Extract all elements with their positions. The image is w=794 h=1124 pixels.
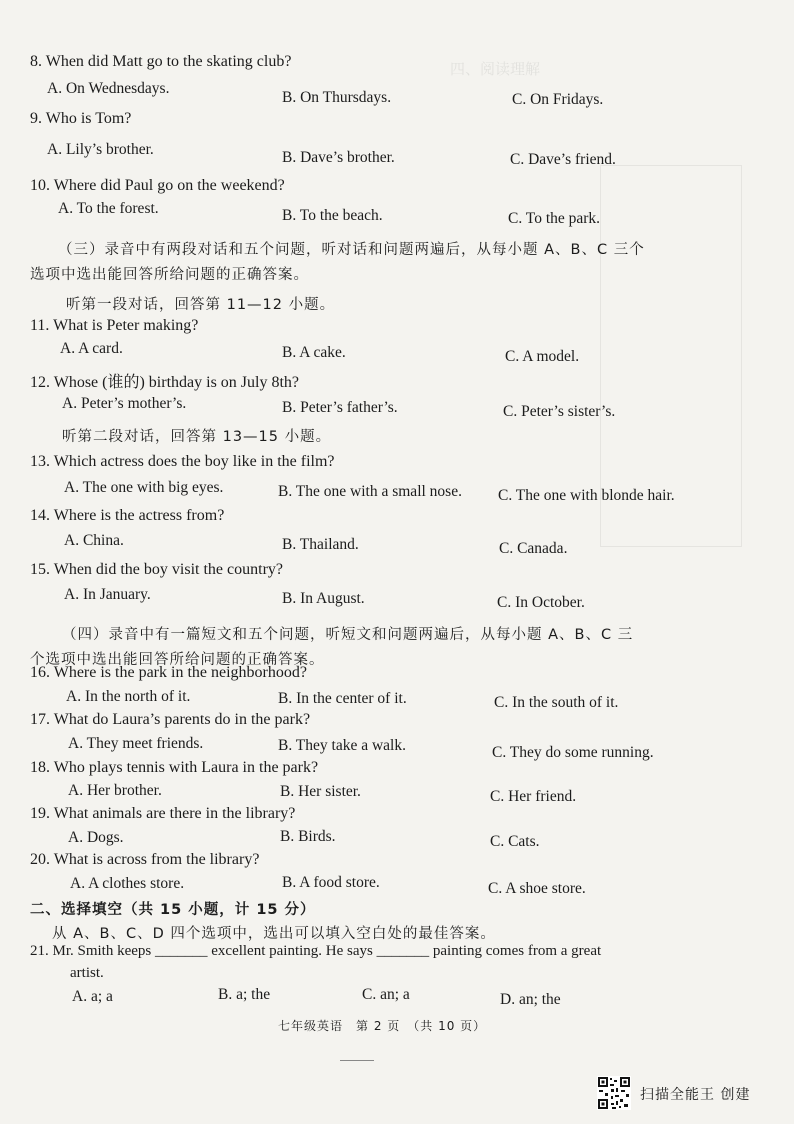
- question-stem: 12. Whose (谁的) birthday is on July 8th?: [30, 374, 300, 391]
- question-stem: 16. Where is the park in the neighborhood?: [30, 664, 307, 681]
- question-stem: 20. What is across from the library?: [30, 851, 260, 868]
- question-stem: 18. Who plays tennis with Laura in the park?: [30, 759, 319, 776]
- option-b: B. A cake.: [282, 344, 346, 361]
- bleed-through-text: 四、阅读理解: [450, 60, 541, 78]
- question-stem: 21. Mr. Smith keeps _______ excellent painting. He says _______ painting comes from a great: [30, 943, 602, 959]
- option-a: A. To the forest.: [58, 200, 159, 217]
- option-b: B. They take a walk.: [278, 737, 406, 754]
- option-c: C. A model.: [505, 348, 580, 365]
- option-a: A. China.: [64, 532, 124, 549]
- option-a: A. In the north of it.: [66, 688, 191, 705]
- dialog-heading: 听第一段对话，回答第 11—12 小题。: [66, 297, 336, 313]
- qr-code-icon: [597, 1076, 631, 1110]
- question-stem: 13. Which actress does the boy like in the film?: [30, 453, 335, 470]
- part-title: 二、选择填空（共 15 小题，计 15 分）: [30, 902, 316, 918]
- part-instruction: 从 A、B、C、D 四个选项中，选出可以填入空白处的最佳答案。: [52, 926, 496, 942]
- option-c: C. A shoe store.: [488, 880, 586, 897]
- question-stem: 14. Where is the actress from?: [30, 507, 225, 524]
- option-b: B. Her sister.: [280, 783, 361, 800]
- option-c: C. The one with blonde hair.: [498, 487, 675, 504]
- option-b: B. Dave’s brother.: [282, 149, 395, 166]
- option-b: B. On Thursdays.: [282, 89, 392, 106]
- option-a: A. Lily’s brother.: [47, 141, 154, 158]
- option-c: C. an; a: [362, 986, 410, 1003]
- option-b: B. a; the: [218, 986, 271, 1003]
- option-a: A. Her brother.: [68, 782, 162, 799]
- option-a: A. In January.: [64, 586, 151, 603]
- question-stem: 15. When did the boy visit the country?: [30, 561, 283, 578]
- option-c: C. Canada.: [499, 540, 568, 557]
- option-a: A. A card.: [60, 340, 123, 357]
- option-b: B. Peter’s father’s.: [282, 399, 398, 416]
- option-c: C. To the park.: [508, 210, 601, 227]
- option-a: A. Peter’s mother’s.: [62, 395, 187, 412]
- option-c: C. They do some running.: [492, 744, 654, 761]
- option-c: C. In the south of it.: [494, 694, 619, 711]
- option-b: B. Thailand.: [282, 536, 359, 553]
- option-b: B. The one with a small nose.: [278, 483, 462, 500]
- section-instruction: （三）录音中有两段对话和五个问题，听对话和问题两遍后，从每小题 A、B、C 三个: [58, 242, 645, 258]
- option-c: C. Her friend.: [490, 788, 577, 805]
- option-a: A. They meet friends.: [68, 735, 204, 752]
- option-b: B. To the beach.: [282, 207, 383, 224]
- option-c: C. Dave’s friend.: [510, 151, 616, 168]
- question-stem: 17. What do Laura’s parents do in the park?: [30, 711, 311, 728]
- option-a: A. A clothes store.: [70, 875, 185, 892]
- option-b: B. In the center of it.: [278, 690, 407, 707]
- question-stem: 11. What is Peter making?: [30, 317, 199, 334]
- question-stem: 9. Who is Tom?: [30, 110, 132, 127]
- section-instruction: （四）录音中有一篇短文和五个问题，听短文和问题两遍后，从每小题 A、B、C 三: [62, 627, 634, 643]
- question-stem-continued: artist.: [70, 965, 104, 981]
- question-stem: 10. Where did Paul go on the weekend?: [30, 177, 285, 194]
- footer-rule: [340, 1060, 374, 1061]
- option-c: C. Cats.: [490, 833, 540, 850]
- question-stem: 8. When did Matt go to the skating club?: [30, 53, 292, 70]
- page-footer: 七年级英语 第 2 页 （共 10 页）: [278, 1019, 487, 1033]
- dialog-heading: 听第二段对话，回答第 13—15 小题。: [62, 429, 332, 445]
- section-instruction: 选项中选出能回答所给问题的正确答案。: [30, 267, 309, 283]
- option-a: A. On Wednesdays.: [47, 80, 170, 97]
- option-b: B. Birds.: [280, 828, 336, 845]
- option-d: D. an; the: [500, 991, 561, 1008]
- option-a: A. Dogs.: [68, 829, 124, 846]
- option-b: B. In August.: [282, 590, 365, 607]
- section-instruction: 个选项中选出能回答所给问题的正确答案。: [30, 652, 325, 668]
- scanner-brand: 扫描全能王 创建: [640, 1087, 751, 1103]
- option-a: A. The one with big eyes.: [64, 479, 224, 496]
- question-stem: 19. What animals are there in the library?: [30, 805, 296, 822]
- option-c: C. In October.: [497, 594, 585, 611]
- option-c: C. Peter’s sister’s.: [503, 403, 616, 420]
- option-c: C. On Fridays.: [512, 91, 604, 108]
- option-b: B. A food store.: [282, 874, 380, 891]
- option-a: A. a; a: [72, 988, 113, 1005]
